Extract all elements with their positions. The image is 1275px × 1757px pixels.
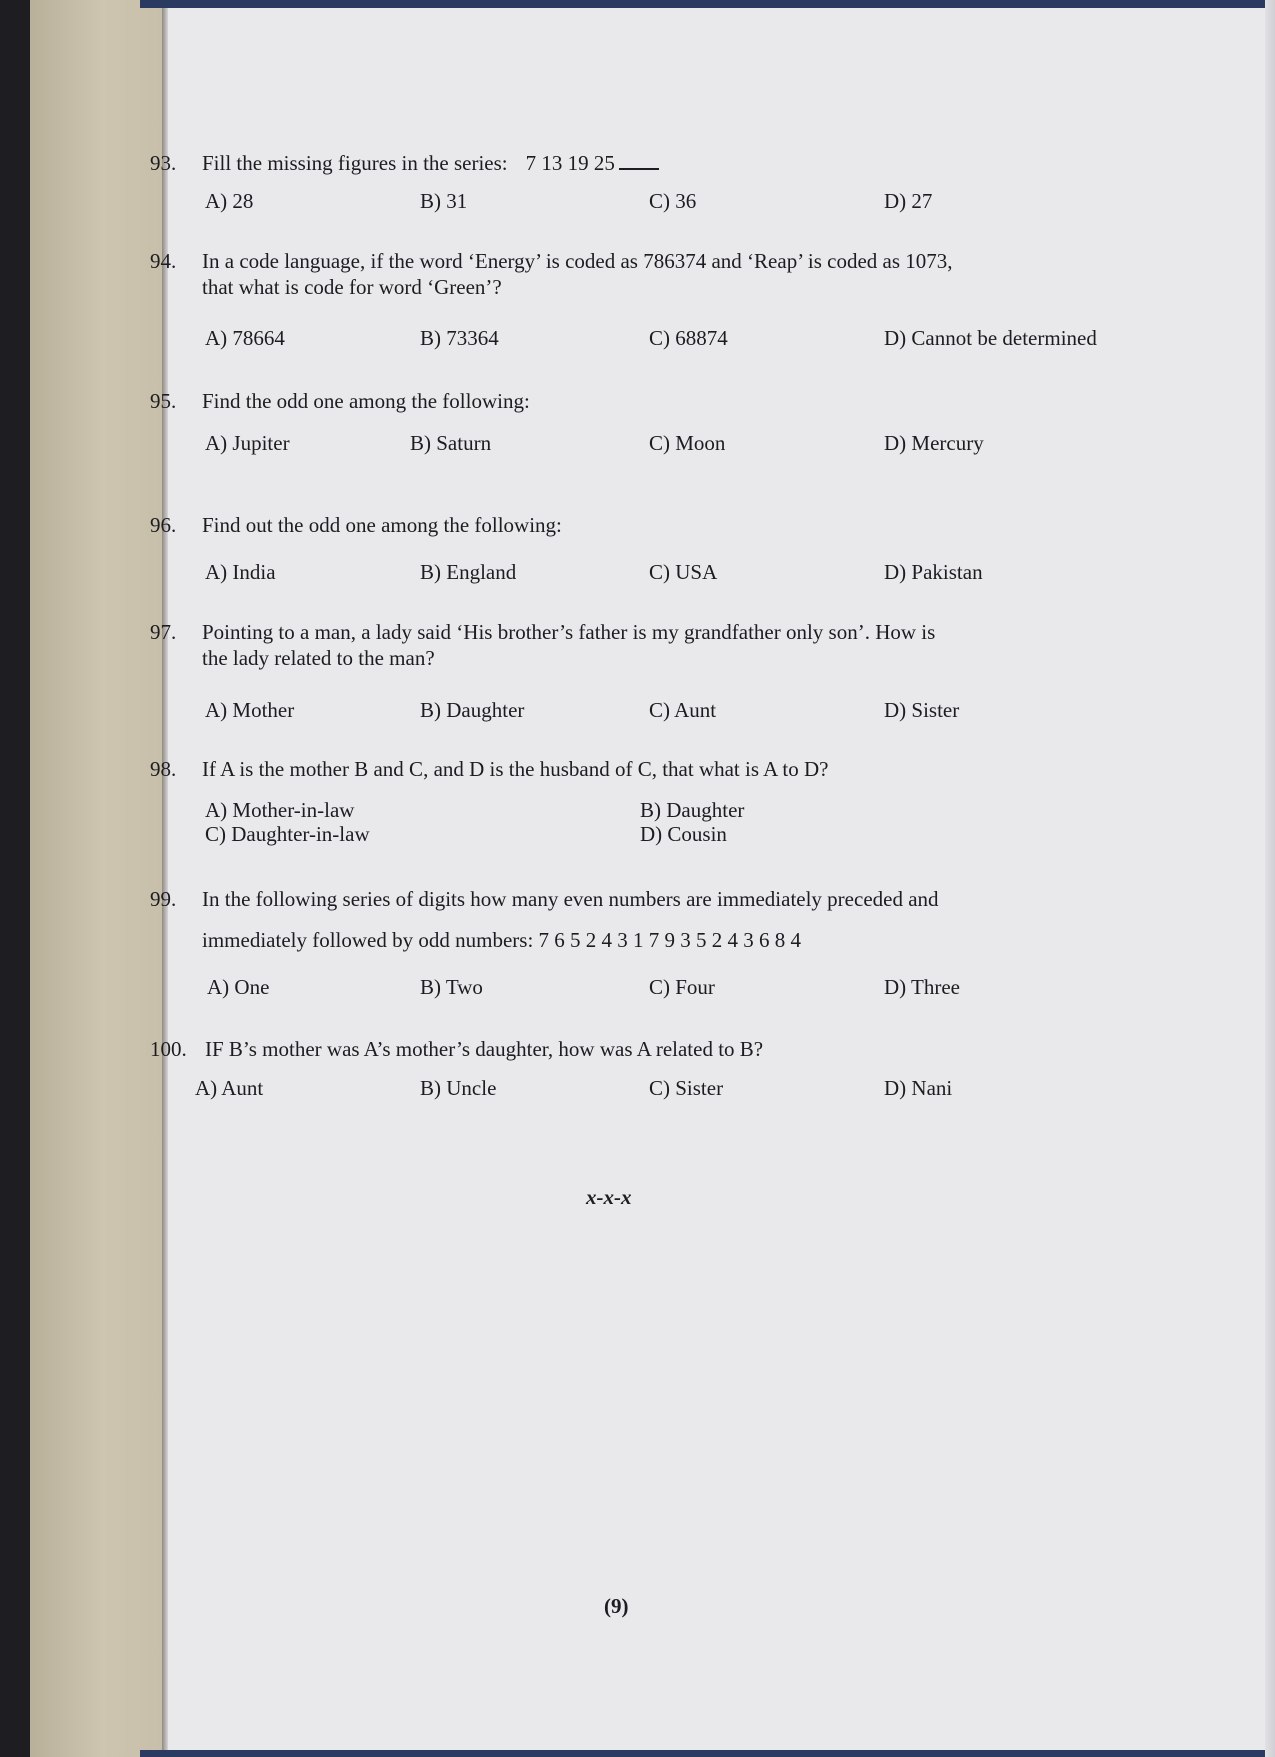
question-text: In a code language, if the word ‘Energy’ is coded as 786374 and ‘Reap’ is coded as 1073, (202, 249, 953, 273)
question-number: 95. (150, 389, 177, 413)
option-c[interactable]: C) USA (649, 560, 718, 584)
option-b[interactable]: B) 31 (420, 189, 468, 213)
page-number: (9) (604, 1594, 629, 1618)
answer-blank (619, 168, 659, 170)
option-b[interactable]: B) Two (420, 975, 483, 999)
option-d[interactable]: D) 27 (884, 189, 933, 213)
option-a[interactable]: A) India (205, 560, 276, 584)
page-bottom-border (140, 1750, 1275, 1757)
option-c[interactable]: C) 36 (649, 189, 697, 213)
option-c[interactable]: C) Four (649, 975, 715, 999)
option-d[interactable]: D) Three (884, 975, 960, 999)
option-a[interactable]: A) One (207, 975, 270, 999)
end-of-questions-mark: x-x-x (586, 1185, 632, 1209)
number-series: 7 13 19 25 (525, 151, 615, 175)
option-b[interactable]: B) Uncle (420, 1076, 497, 1100)
option-c[interactable]: C) 68874 (649, 326, 728, 350)
option-d[interactable]: D) Cousin (640, 822, 727, 846)
option-a[interactable]: A) Mother-in-law (205, 798, 355, 822)
option-b[interactable]: B) Daughter (640, 798, 745, 822)
option-a[interactable]: A) Mother (205, 698, 295, 722)
question-text-continued: immediately followed by odd numbers: 7 6 5 2 4 3 1 7 9 3 5 2 4 3 6 8 4 (202, 928, 802, 952)
question-text: In the following series of digits how many even numbers are immediately preceded and (202, 887, 939, 911)
question-number: 100. (150, 1037, 187, 1061)
book-spine-page-edge (30, 0, 162, 1757)
option-a[interactable]: A) 28 (205, 189, 254, 213)
question-number: 97. (150, 620, 177, 644)
option-b[interactable]: B) Daughter (420, 698, 525, 722)
question-text: Pointing to a man, a lady said ‘His brother’s father is my grandfather only son’. How is (202, 620, 936, 644)
option-c[interactable]: C) Daughter-in-law (205, 822, 370, 846)
option-d[interactable]: D) Nani (884, 1076, 953, 1100)
question-text: Fill the missing figures in the series: 7 13 19 25 (202, 151, 659, 175)
question-text: If A is the mother B and C, and D is the husband of C, that what is A to D? (202, 757, 829, 781)
page-right-edge (1265, 0, 1275, 1757)
question-number: 94. (150, 249, 177, 273)
option-a[interactable]: A) Jupiter (205, 431, 290, 455)
option-d[interactable]: D) Cannot be determined (884, 326, 1097, 350)
page-top-border (140, 0, 1275, 8)
question-text-continued: that what is code for word ‘Green’? (202, 275, 502, 299)
option-d[interactable]: D) Mercury (884, 431, 984, 455)
question-number: 98. (150, 757, 177, 781)
option-a[interactable]: A) Aunt (195, 1076, 264, 1100)
option-b[interactable]: B) England (420, 560, 517, 584)
question-text: Find the odd one among the following: (202, 389, 530, 413)
question-text-continued: the lady related to the man? (202, 646, 435, 670)
option-a[interactable]: A) 78664 (205, 326, 285, 350)
question-number: 96. (150, 513, 177, 537)
option-c[interactable]: C) Sister (649, 1076, 724, 1100)
option-d[interactable]: D) Pakistan (884, 560, 983, 584)
option-b[interactable]: B) Saturn (410, 431, 492, 455)
option-b[interactable]: B) 73364 (420, 326, 499, 350)
option-d[interactable]: D) Sister (884, 698, 960, 722)
question-number: 99. (150, 887, 177, 911)
question-text: Find out the odd one among the following: (202, 513, 562, 537)
option-c[interactable]: C) Moon (649, 431, 726, 455)
question-text: IF B’s mother was A’s mother’s daughter, how was A related to B? (205, 1037, 764, 1061)
option-c[interactable]: C) Aunt (649, 698, 717, 722)
question-number: 93. (150, 151, 177, 175)
book-spine-shadow (0, 0, 30, 1757)
